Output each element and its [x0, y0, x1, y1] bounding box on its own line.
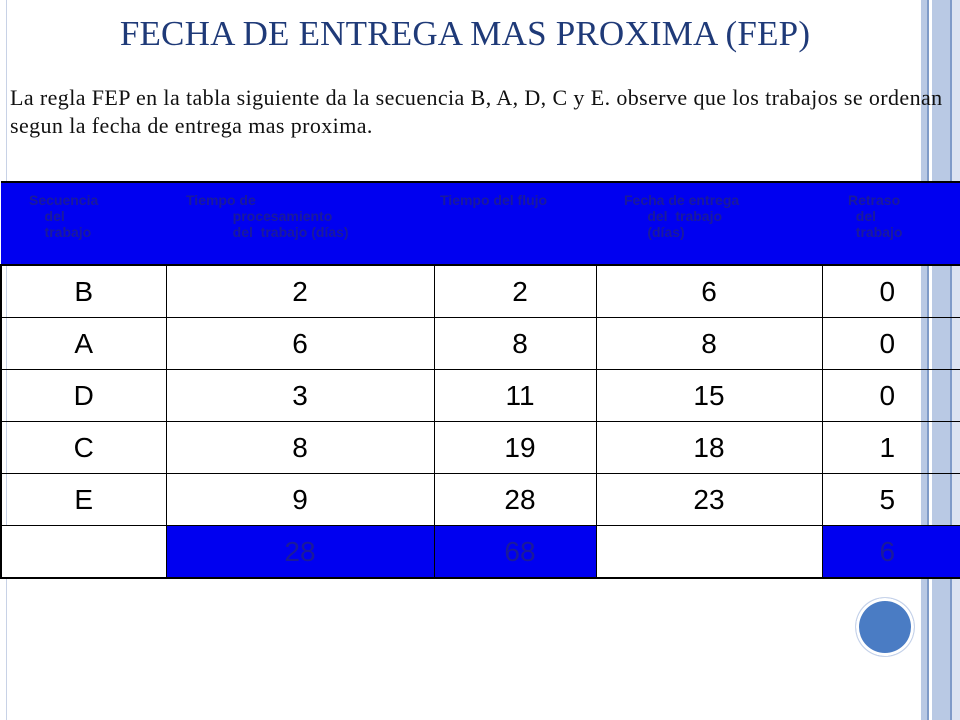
cell-fecha-entrega: 15 [596, 370, 822, 422]
decorative-circle [856, 598, 914, 656]
cell-procesamiento: 8 [166, 422, 434, 474]
header-retraso: Retraso del trabajo [822, 182, 960, 265]
header-tiempo-procesamiento: Tiempo de procesamiento del trabajo (días) [166, 182, 434, 265]
cell-fecha-entrega: 23 [596, 474, 822, 526]
cell-fecha-entrega: 6 [596, 265, 822, 318]
cell-retraso: 5 [822, 474, 960, 526]
cell-retraso: 0 [822, 265, 960, 318]
slide-title: FECHA DE ENTREGA MAS PROXIMA (FEP) [119, 14, 811, 53]
header-fecha-entrega: Fecha de entrega del trabajo (días) [596, 182, 822, 265]
cell-flujo: 8 [434, 318, 596, 370]
cell-retraso: 1 [822, 422, 960, 474]
cell-procesamiento: 2 [166, 265, 434, 318]
cell-fecha-entrega: 8 [596, 318, 822, 370]
cell-flujo: 11 [434, 370, 596, 422]
cell-procesamiento: 9 [166, 474, 434, 526]
total-fecha-entrega [596, 526, 822, 579]
table-row [1, 474, 960, 526]
cell-secuencia: C [1, 422, 166, 474]
totals-row [1, 526, 960, 579]
table-row [1, 318, 960, 370]
cell-procesamiento: 6 [166, 318, 434, 370]
cell-retraso: 0 [822, 318, 960, 370]
total-secuencia [1, 526, 166, 579]
cell-flujo: 19 [434, 422, 596, 474]
cell-secuencia: D [1, 370, 166, 422]
total-flujo: 68 [434, 526, 596, 579]
cell-secuencia: B [1, 265, 166, 318]
total-retraso: 6 [822, 526, 960, 579]
cell-secuencia: A [1, 318, 166, 370]
table-row [1, 422, 960, 474]
cell-secuencia: E [1, 474, 166, 526]
total-procesamiento: 28 [166, 526, 434, 579]
cell-procesamiento: 3 [166, 370, 434, 422]
header-tiempo-flujo: Tiempo del flujo [434, 182, 596, 265]
cell-flujo: 28 [434, 474, 596, 526]
fep-table [0, 181, 960, 579]
table-row [1, 265, 960, 318]
table-row [1, 370, 960, 422]
cell-fecha-entrega: 18 [596, 422, 822, 474]
cell-flujo: 2 [434, 265, 596, 318]
cell-retraso: 0 [822, 370, 960, 422]
intro-paragraph: La regla FEP en la tabla siguiente da la secuencia B, A, D, C y E. observe que los trabajos se ordenan segun la fecha de entrega mas proxima. [10, 85, 943, 138]
table-header-row [1, 182, 960, 265]
header-secuencia: Secuencia del trabajo [1, 182, 166, 265]
